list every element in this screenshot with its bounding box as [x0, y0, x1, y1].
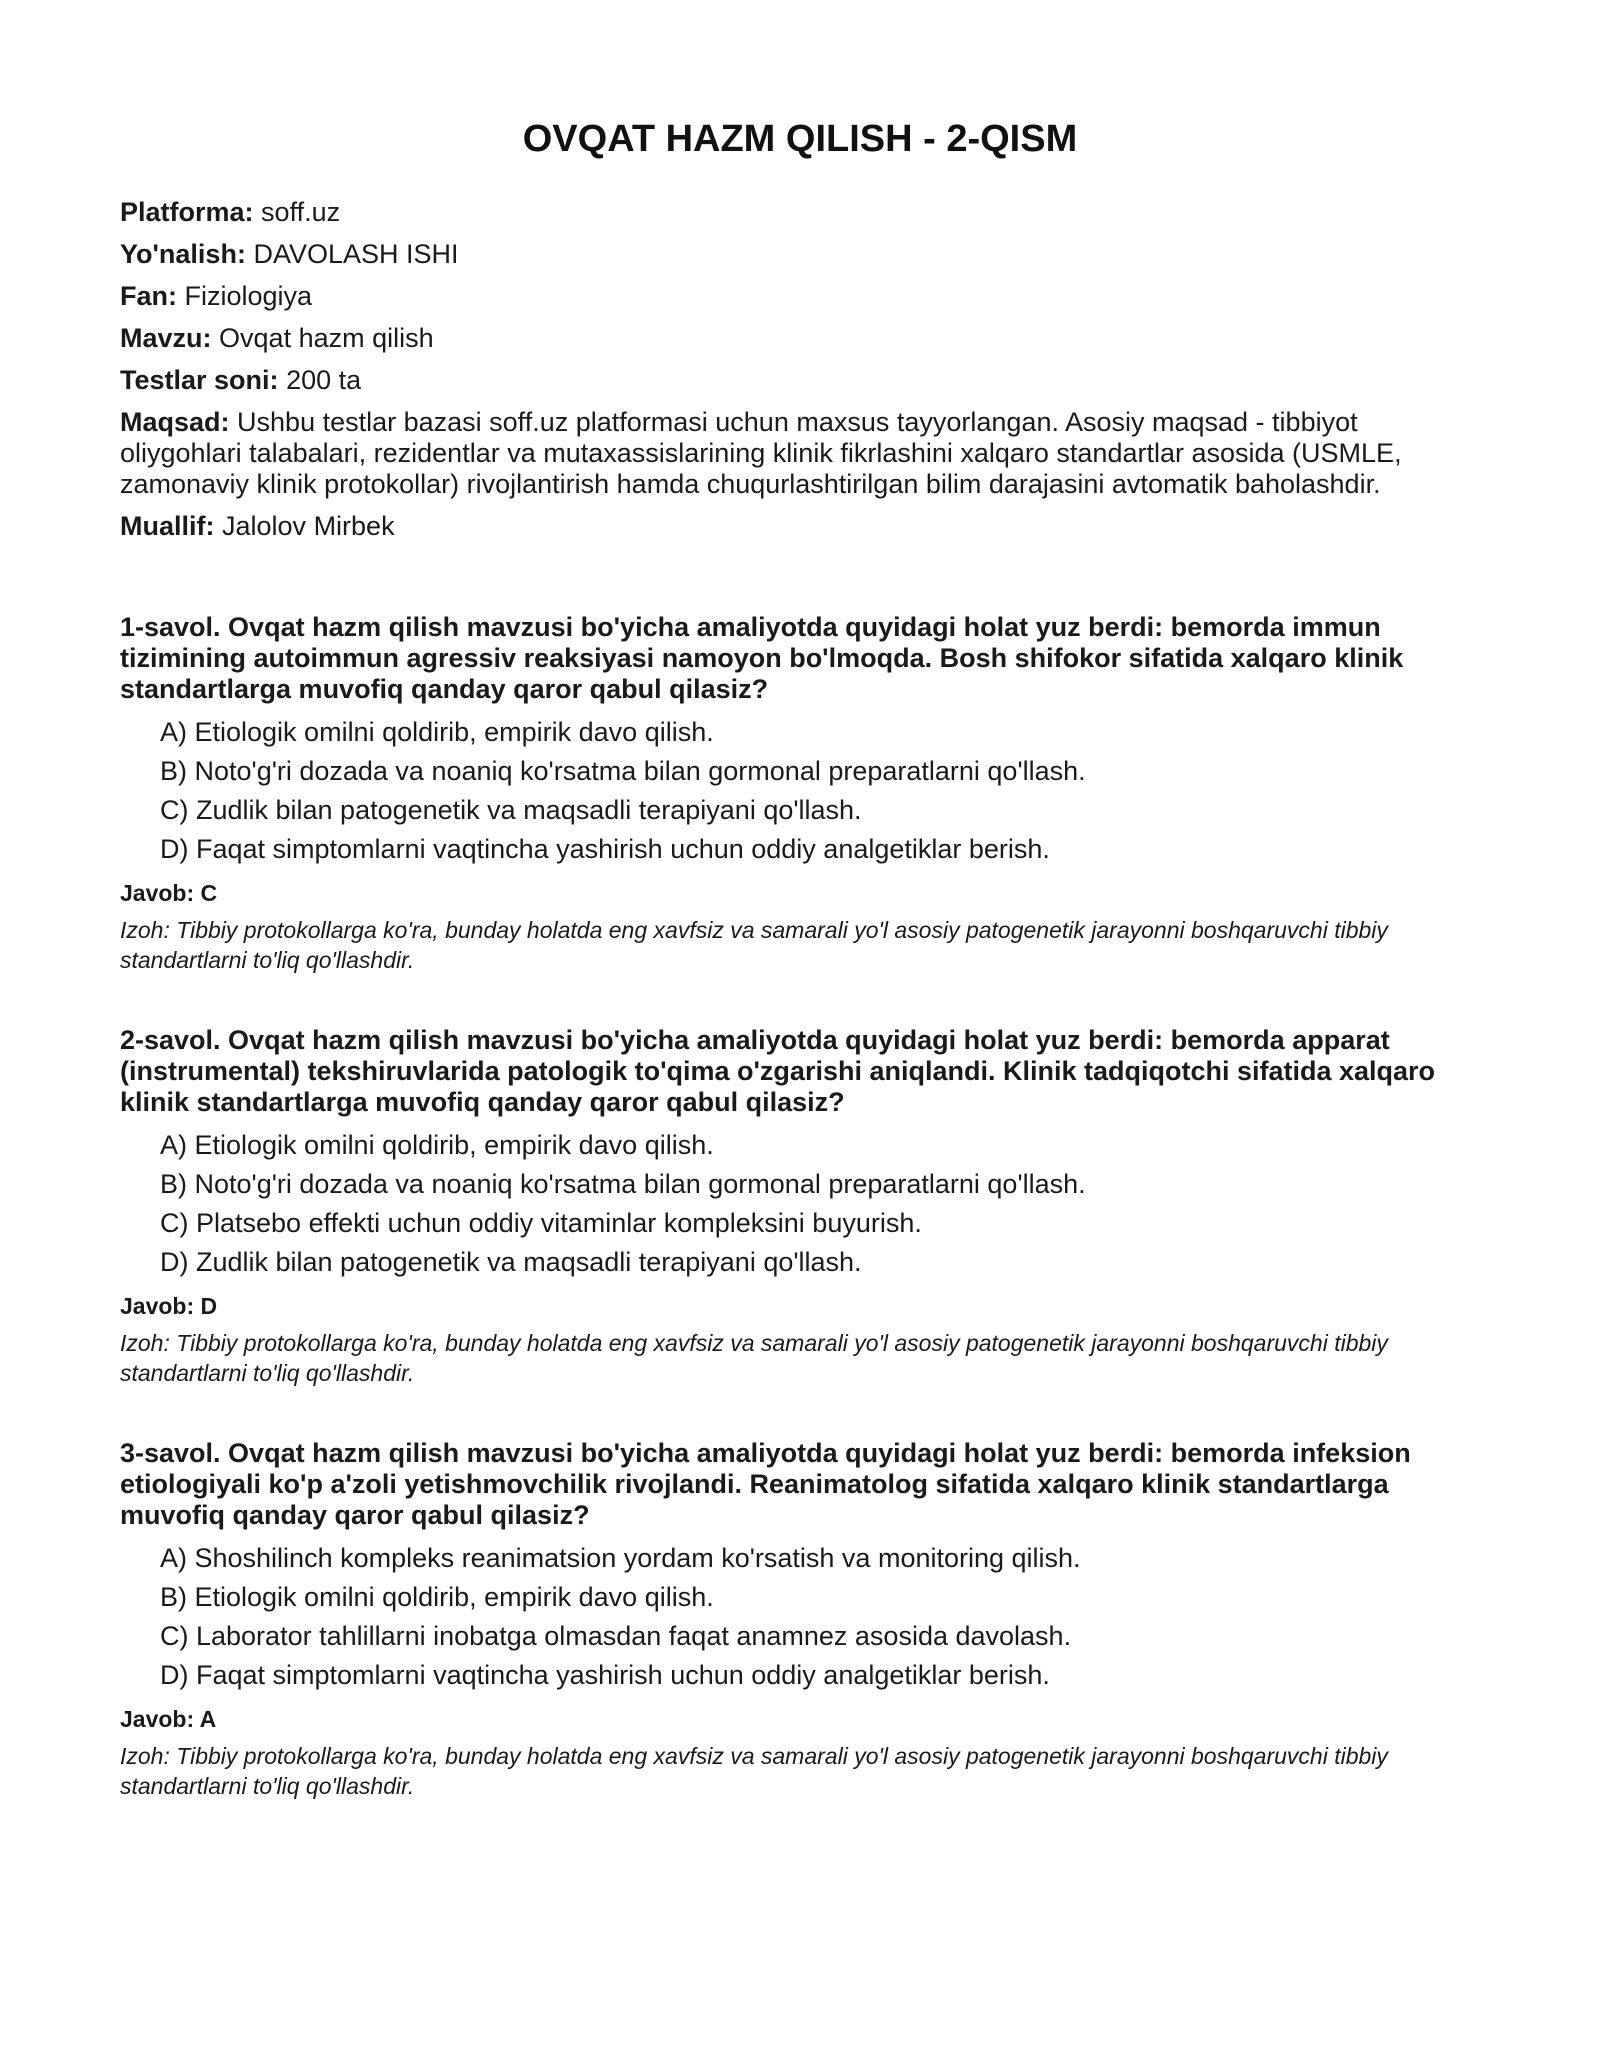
option-d: D) Zudlik bilan patogenetik va maqsadli terapiyani qo'llash.: [160, 1247, 862, 1277]
meta-value: 200 ta: [286, 365, 362, 395]
option-list: [120, 717, 1480, 865]
meta-value: DAVOLASH ISHI: [253, 239, 459, 269]
meta-label: Maqsad:: [120, 407, 230, 437]
meta-value: Jalolov Mirbek: [222, 511, 395, 541]
question-3: [120, 1438, 1480, 1801]
meta-direction: [120, 239, 1480, 270]
question-1: [120, 612, 1480, 975]
option-a: A) Etiologik omilni qoldirib, empirik davo qilish.: [160, 1130, 714, 1160]
option-list: [120, 1543, 1480, 1691]
option-d: D) Faqat simptomlarni vaqtincha yashirish uchun oddiy analgetiklar berish.: [160, 834, 1050, 864]
document-title: OVQAT HAZM QILISH - 2-QISM: [522, 118, 1078, 160]
option-c: C) Zudlik bilan patogenetik va maqsadli terapiyani qo'llash.: [160, 795, 862, 825]
meta-topic: [120, 323, 1480, 354]
meta-label: Muallif:: [120, 511, 215, 541]
meta-value: Fiziologiya: [184, 281, 313, 311]
option-b: B) Etiologik omilni qoldirib, empirik davo qilish.: [160, 1582, 714, 1612]
meta-value: soff.uz: [261, 197, 341, 227]
meta-label: Testlar soni:: [120, 365, 279, 395]
meta-subject: [120, 281, 1480, 312]
explanation-note: Izoh: Tibbiy protokollarga ko'ra, bunday holatda eng xavfsiz va samarali yo'l asosiy patogenetik jarayonni boshqaruvchi tibbiy standartlarni to'liq qo'llashdir.: [120, 1330, 1388, 1386]
option-c: C) Laborator tahlillarni inobatga olmasdan faqat anamnez asosida davolash.: [160, 1621, 1072, 1651]
question-text: 3-savol. Ovqat hazm qilish mavzusi bo'yicha amaliyotda quyidagi holat yuz berdi: bemorda infeksion etiologiyali ko'p a'zoli yetishmovchilik rivojlandi. Reanimatolog sifatida xalqaro klinik standartlarga muvofiq qanday qaror qabul qilasiz?: [120, 1438, 1411, 1530]
explanation-note: Izoh: Tibbiy protokollarga ko'ra, bunday holatda eng xavfsiz va samarali yo'l asosiy patogenetik jarayonni boshqaruvchi tibbiy standartlarni to'liq qo'llashdir.: [120, 917, 1388, 973]
meta-value: Ovqat hazm qilish: [219, 323, 434, 353]
question-text: 1-savol. Ovqat hazm qilish mavzusi bo'yicha amaliyotda quyidagi holat yuz berdi: bemorda immun tizimining autoimmun agressiv reaksiyasi namoyon bo'lmoqda. Bosh shifokor sifatida xalqaro klinik standartlarga muvofiq qanday qaror qabul qilasiz?: [120, 612, 1404, 704]
answer-label: Javob: D: [120, 1293, 218, 1319]
question-2: [120, 1025, 1480, 1388]
option-c: C) Platsebo effekti uchun oddiy vitaminlar kompleksini buyurish.: [160, 1208, 922, 1238]
question-text: 2-savol. Ovqat hazm qilish mavzusi bo'yicha amaliyotda quyidagi holat yuz berdi: bemorda apparat (instrumental) tekshiruvlarida patologik to'qima o'zgarishi aniqlandi. Klinik tadqiqotchi sifatida xalqaro klinik standartlarga muvofiq qanday qaror qabul qilasiz?: [120, 1025, 1436, 1117]
answer-label: Javob: A: [120, 1706, 217, 1732]
meta-author: [120, 511, 1480, 542]
answer-label: Javob: C: [120, 880, 218, 906]
option-list: [120, 1130, 1480, 1278]
meta-platform: [120, 197, 1480, 228]
question-list: [120, 612, 1480, 1801]
meta-label: Fan:: [120, 281, 177, 311]
meta-label: Platforma:: [120, 197, 254, 227]
option-b: B) Noto'g'ri dozada va noaniq ko'rsatma bilan gormonal preparatlarni qo'llash.: [160, 756, 1086, 786]
meta-label: Yo'nalish:: [120, 239, 246, 269]
option-a: A) Etiologik omilni qoldirib, empirik davo qilish.: [160, 717, 714, 747]
option-d: D) Faqat simptomlarni vaqtincha yashirish uchun oddiy analgetiklar berish.: [160, 1660, 1050, 1690]
meta-test-count: [120, 365, 1480, 396]
option-a: A) Shoshilinch kompleks reanimatsion yordam ko'rsatish va monitoring qilish.: [160, 1543, 1081, 1573]
meta-label: Mavzu:: [120, 323, 212, 353]
option-b: B) Noto'g'ri dozada va noaniq ko'rsatma bilan gormonal preparatlarni qo'llash.: [160, 1169, 1086, 1199]
document-meta: [120, 197, 1480, 542]
meta-purpose: [120, 407, 1480, 500]
meta-value: Ushbu testlar bazasi soff.uz platformasi uchun maxsus tayyorlangan. Asosiy maqsad - tibbiyot oliygohlari talabalari, rezidentlar va mutaxassislarining klinik fikrlashini xalqaro standartlar asosida (USMLE, zamonaviy klinik protokollar) rivojlantirish hamda chuqurlashtirilgan bilim darajasini avtomatik baholashdir.: [120, 407, 1402, 499]
explanation-note: Izoh: Tibbiy protokollarga ko'ra, bunday holatda eng xavfsiz va samarali yo'l asosiy patogenetik jarayonni boshqaruvchi tibbiy standartlarni to'liq qo'llashdir.: [120, 1743, 1388, 1799]
